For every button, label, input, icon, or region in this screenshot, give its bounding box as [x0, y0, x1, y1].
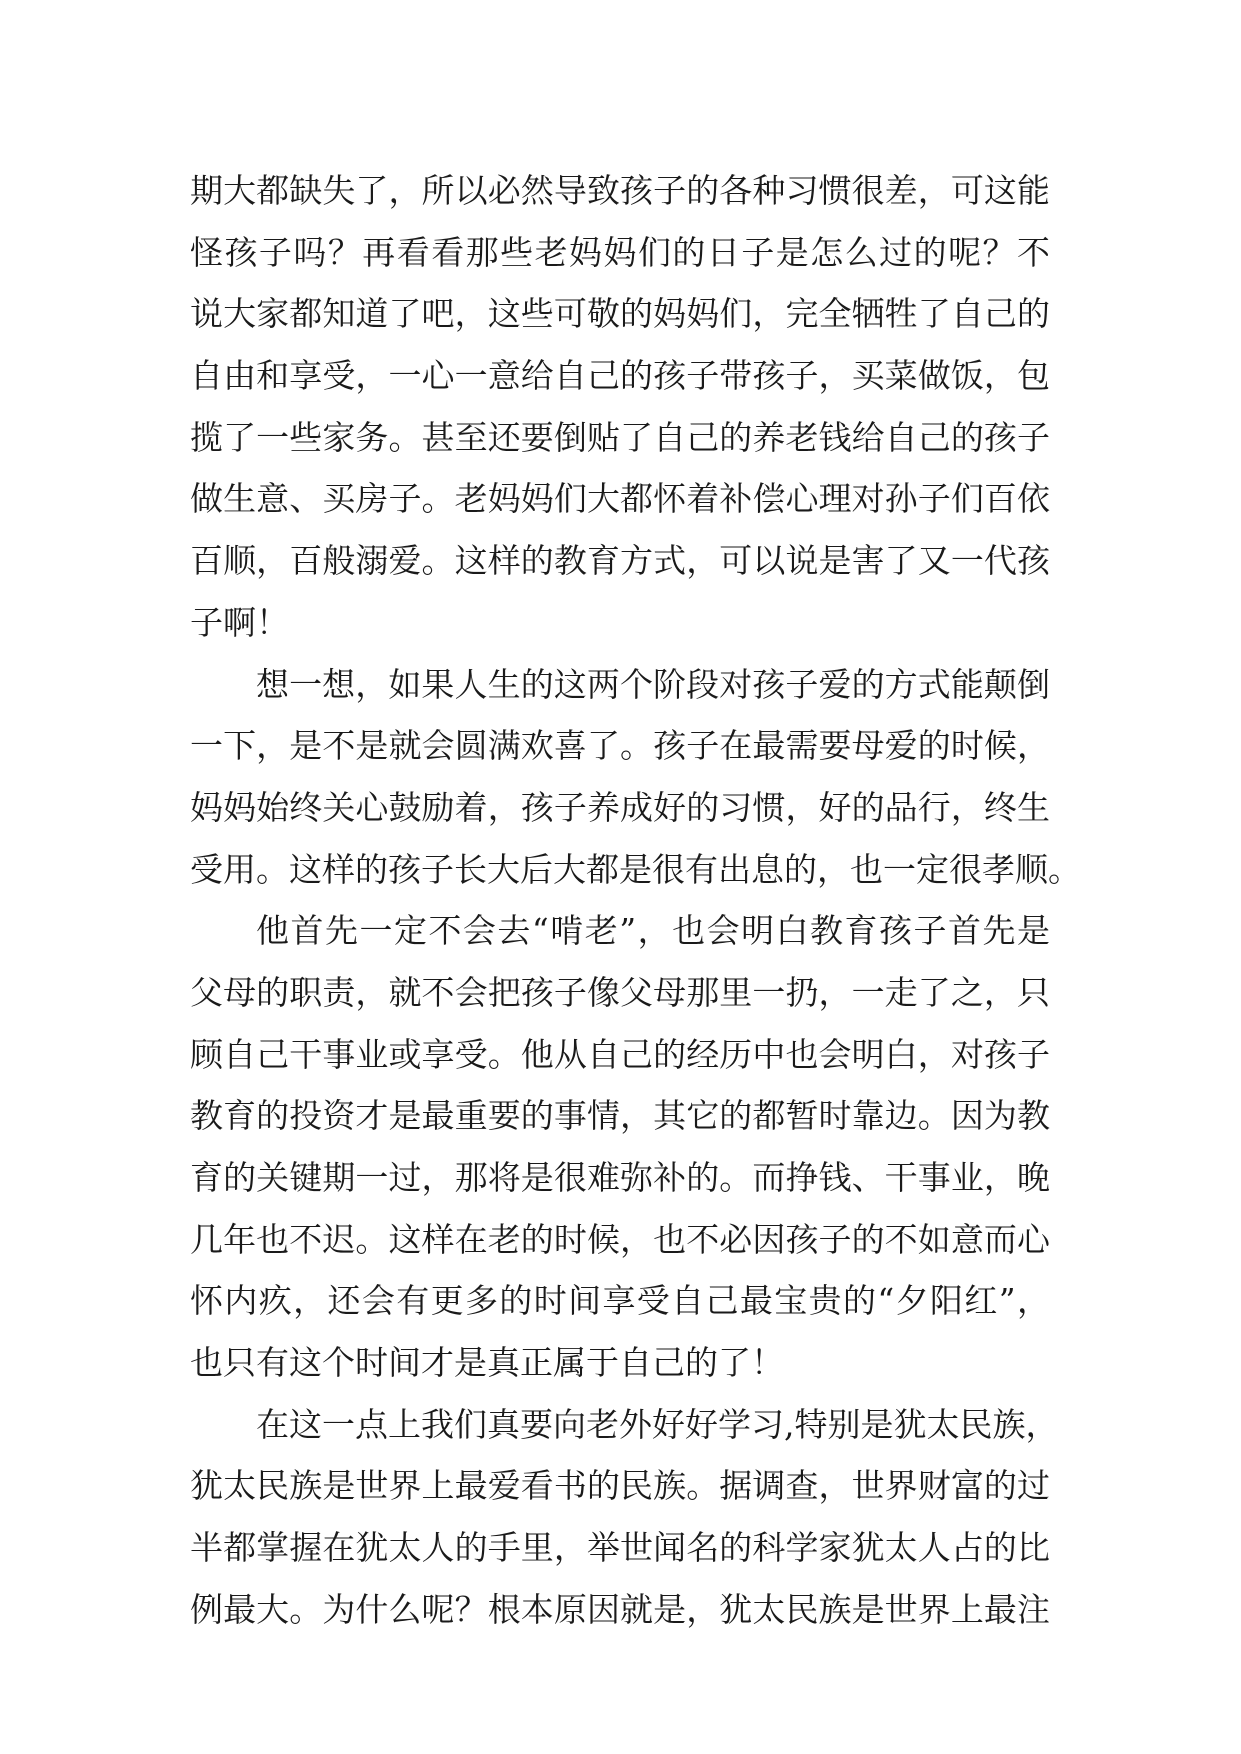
text-line: 父母的职责，就不会把孩子像父母那里一扔，一走了之，只: [190, 972, 1050, 1012]
text-line: 怪孩子吗？再看看那些老妈妈们的日子是怎么过的呢？不: [190, 232, 1050, 272]
text-line: 几年也不迟。这样在老的时候，也不必因孩子的不如意而心: [190, 1219, 1050, 1259]
text-line: 妈妈始终关心鼓励着，孩子养成好的习惯，好的品行，终生: [190, 787, 1050, 827]
text-line: 百顺，百般溺爱。这样的教育方式，可以说是害了又一代孩: [190, 541, 1050, 581]
text-line: 半都掌握在犹太人的手里，举世闻名的科学家犹太人占的比: [190, 1528, 1050, 1568]
text-line: 说大家都知道了吧，这些可敬的妈妈们，完全牺牲了自己的: [190, 294, 1050, 334]
text-line: 做生意、买房子。老妈妈们大都怀着补偿心理对孙子们百依: [190, 479, 1050, 519]
text-line: 自由和享受，一心一意给自己的孩子带孩子，买菜做饭，包: [190, 356, 1050, 396]
text-line: 揽了一些家务。甚至还要倒贴了自己的养老钱给自己的孩子: [190, 417, 1050, 457]
text-line: 怀内疚，还会有更多的时间享受自己最宝贵的“夕阳红”，: [190, 1281, 1050, 1321]
text-line: 例最大。为什么呢？根本原因就是，犹太民族是世界上最注: [190, 1589, 1050, 1629]
body-text: [190, 160, 1081, 1641]
text-line: 顾自己干事业或享受。他从自己的经历中也会明白，对孩子: [190, 1034, 1050, 1074]
text-line: 也只有这个时间才是真正属于自己的了！: [190, 1343, 784, 1383]
text-line: 在这一点上我们真要向老外好好学习,特别是犹太民族，: [256, 1404, 1059, 1444]
text-line: 教育的投资才是最重要的事情，其它的都暂时靠边。因为教: [190, 1096, 1050, 1136]
text-line: 子啊！: [190, 602, 289, 642]
text-line: 一下，是不是就会圆满欢喜了。孩子在最需要母爱的时候，: [190, 726, 1050, 766]
text-line: 受用。这样的孩子长大后大都是很有出息的，也一定很孝顺。: [190, 849, 1081, 889]
text-line: 育的关键期一过，那将是很难弥补的。而挣钱、干事业，晚: [190, 1158, 1050, 1197]
text-line: 想一想，如果人生的这两个阶段对孩子爱的方式能颠倒: [256, 664, 1050, 704]
text-line: 犹太民族是世界上最爱看书的民族。据调查，世界财富的过: [190, 1466, 1050, 1506]
text-line: 期大都缺失了，所以必然导致孩子的各种习惯很差，可这能: [190, 171, 1050, 210]
text-line: 他首先一定不会去“啃老”，也会明白教育孩子首先是: [256, 911, 1050, 951]
